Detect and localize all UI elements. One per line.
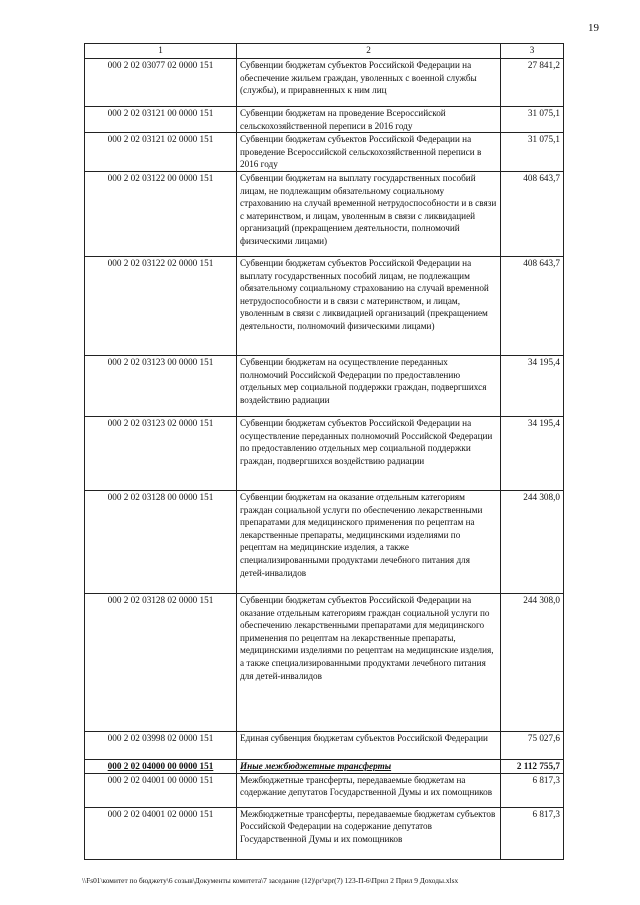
row-code: 000 2 02 03121 02 0000 151 — [85, 133, 237, 172]
row-code: 000 2 02 03077 02 0000 151 — [85, 59, 237, 107]
table-row — [85, 133, 564, 172]
row-code: 000 2 02 03128 00 0000 151 — [85, 490, 237, 593]
table-row — [85, 807, 564, 859]
row-amount: 2 112 755,7 — [501, 759, 564, 773]
table-header-row — [85, 44, 564, 59]
row-name: Субвенции бюджетам на оказание отдельным категориям граждан социальной услуги по обеспечению лекарственными препаратами для медицинского применения по рецептам на лекарственные препараты, медицинскими изделиями по рецептам на медицинские изделия, а также специализированными продуктами лечебного питания для детей-инвалидов — [237, 490, 501, 593]
row-amount: 34 195,4 — [501, 355, 564, 416]
row-code: 000 2 02 03998 02 0000 151 — [85, 731, 237, 759]
table-row — [85, 593, 564, 731]
table-row — [85, 490, 564, 593]
row-name: Иные межбюджетные трансферты — [237, 759, 501, 773]
row-code: 000 2 02 03128 02 0000 151 — [85, 593, 237, 731]
row-amount: 408 643,7 — [501, 171, 564, 256]
row-name: Субвенции бюджетам субъектов Российской Федерации на обеспечение жильем граждан, уволенных с военной службы (службы), и приравненных к ним лиц — [237, 59, 501, 107]
row-name: Субвенции бюджетам субъектов Российской Федерации на осуществление переданных полномочий Российской Федерации по предоставлению отдельных мер социальной поддержки граждан, подвергшихся воздействию радиации — [237, 416, 501, 490]
row-amount: 408 643,7 — [501, 256, 564, 355]
row-code: 000 2 02 04001 02 0000 151 — [85, 807, 237, 859]
column-header-name: 2 — [237, 44, 501, 59]
row-amount: 6 817,3 — [501, 807, 564, 859]
row-amount: 27 841,2 — [501, 59, 564, 107]
table-row — [85, 355, 564, 416]
page-number: 19 — [588, 22, 599, 34]
row-code: 000 2 02 04000 00 0000 151 — [85, 759, 237, 773]
table-row — [85, 256, 564, 355]
table-row — [85, 759, 564, 773]
row-code: 000 2 02 04001 00 0000 151 — [85, 773, 237, 807]
row-name: Межбюджетные трансферты, передаваемые бюджетам субъектов Российской Федерации на содержание депутатов Государственной Думы и их помощников — [237, 807, 501, 859]
row-name: Единая субвенция бюджетам субъектов Российской Федерации — [237, 731, 501, 759]
table-row — [85, 731, 564, 759]
row-name: Субвенции бюджетам субъектов Российской Федерации на оказание отдельным категориям граждан социальной услуги по обеспечению лекарственными препаратами для медицинского применения по рецептам на лекарственные препараты, медицинскими изделиями по рецептам на медицинские изделия, а также специализированными продуктами лечебного питания для детей-инвалидов — [237, 593, 501, 731]
revenue-table — [84, 43, 564, 860]
row-name: Межбюджетные трансферты, передаваемые бюджетам на содержание депутатов Государственной Думы и их помощников — [237, 773, 501, 807]
column-header-code: 1 — [85, 44, 237, 59]
file-path-footer: \\Fs01\комитет по бюджету\6 созыв\Документы комитета\7 заседание (12)\рг\zpr(7) 123-П-6\Прил 2 Прил 9 Доходы.xlsx — [82, 876, 459, 885]
row-code: 000 2 02 03122 02 0000 151 — [85, 256, 237, 355]
row-amount: 34 195,4 — [501, 416, 564, 490]
row-name: Субвенции бюджетам субъектов Российской Федерации на выплату государственных пособий лицам, не подлежащим обязательному социальному страхованию на случай временной нетрудоспособности и в связи с материнством, и лицам, уволенным в связи с ликвидацией организаций (прекращением деятельности, полномочий физическими лицами) — [237, 256, 501, 355]
table-row — [85, 773, 564, 807]
row-code: 000 2 02 03123 00 0000 151 — [85, 355, 237, 416]
row-code: 000 2 02 03121 00 0000 151 — [85, 107, 237, 133]
row-code: 000 2 02 03123 02 0000 151 — [85, 416, 237, 490]
row-amount: 244 308,0 — [501, 593, 564, 731]
row-amount: 244 308,0 — [501, 490, 564, 593]
row-name: Субвенции бюджетам на выплату государственных пособий лицам, не подлежащим обязательному социальному страхованию на случай временной нетрудоспособности и в связи с материнством, и лицам, уволенным в связи с ликвидацией организаций (прекращением деятельности, полномочий физическими лицами) — [237, 171, 501, 256]
row-name: Субвенции бюджетам на проведение Всероссийской сельскохозяйственной переписи в 2016 году — [237, 107, 501, 133]
row-amount: 31 075,1 — [501, 133, 564, 172]
table-body — [85, 59, 564, 860]
row-amount: 31 075,1 — [501, 107, 564, 133]
table-row — [85, 416, 564, 490]
row-amount: 6 817,3 — [501, 773, 564, 807]
row-amount: 75 027,6 — [501, 731, 564, 759]
table-row — [85, 171, 564, 256]
table-row — [85, 107, 564, 133]
row-code: 000 2 02 03122 00 0000 151 — [85, 171, 237, 256]
table-row — [85, 59, 564, 107]
row-name: Субвенции бюджетам субъектов Российской Федерации на проведение Всероссийской сельскохозяйственной переписи в 2016 году — [237, 133, 501, 172]
row-name: Субвенции бюджетам на осуществление переданных полномочий Российской Федерации по предоставлению отдельных мер социальной поддержки граждан, подвергшихся воздействию радиации — [237, 355, 501, 416]
column-header-amount: 3 — [501, 44, 564, 59]
